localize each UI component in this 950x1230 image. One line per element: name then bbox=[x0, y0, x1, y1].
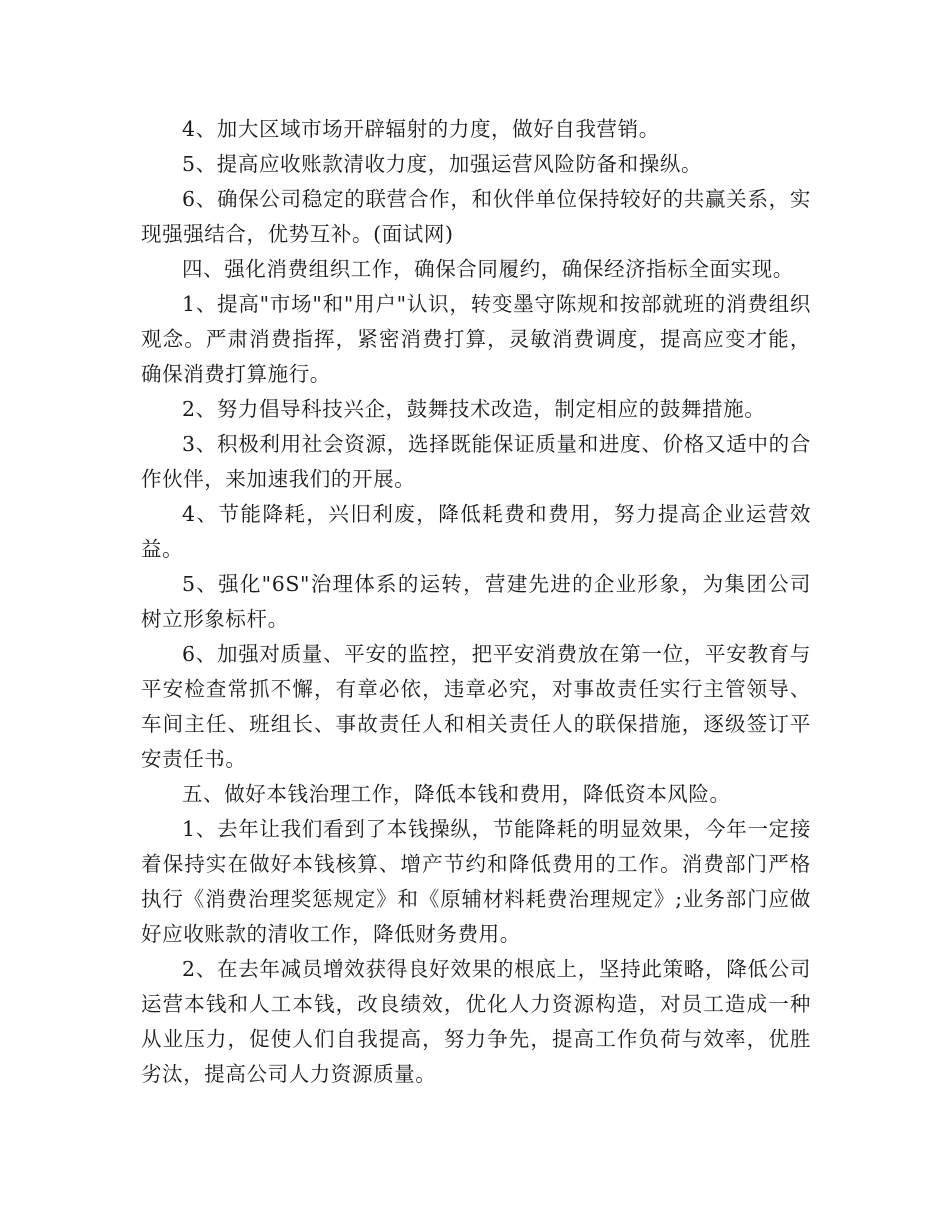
paragraph-item-6-partnership: 6、确保公司稳定的联营合作，和伙伴单位保持较好的共赢关系，实现强强结合，优势互补。(面试网) bbox=[141, 187, 811, 246]
document-body bbox=[141, 112, 811, 1092]
paragraph-item-1-cost: 1、去年让我们看到了本钱操纵，节能降耗的明显效果，今年一定接着保持实在做好本钱核算、增产节约和降低费用的工作。消费部门严格执行《消费治理奖惩规定》和《原辅材料耗费治理规定》;业务部门应做好应收账款的清收工作，降低财务费用。 bbox=[141, 817, 811, 946]
section-heading-5: 五、做好本钱治理工作，降低本钱和费用，降低资本风险。 bbox=[182, 782, 731, 806]
paragraph-item-5-receivables: 5、提高应收账款清收力度，加强运营风险防备和操纵。 bbox=[182, 152, 703, 176]
paragraph-item-5-6s: 5、强化"6S"治理体系的运转，营建先进的企业形象，为集团公司树立形象标杆。 bbox=[141, 572, 811, 631]
paragraph-item-6-safety: 6、加强对质量、平安的监控，把平安消费放在第一位，平安教育与平安检查常抓不懈，有章必依，违章必究，对事故责任实行主管领导、车间主任、班组长、事故责任人和相关责任人的联保措施，逐级签订平安责任书。 bbox=[141, 642, 811, 771]
paragraph-item-1-awareness: 1、提高"市场"和"用户"认识，转变墨守陈规和按部就班的消费组织观念。严肃消费指挥，紧密消费打算，灵敏消费调度，提高应变才能，确保消费打算施行。 bbox=[141, 292, 811, 386]
paragraph-item-4-market: 4、加大区域市场开辟辐射的力度，做好自我营销。 bbox=[182, 117, 660, 141]
paragraph-item-2-technology: 2、努力倡导科技兴企，鼓舞技术改造，制定相应的鼓舞措施。 bbox=[182, 397, 766, 421]
paragraph-item-2-staffing: 2、在去年减员增效获得良好效果的根底上，坚持此策略，降低公司运营本钱和人工本钱，改良绩效，优化人力资源构造，对员工造成一种从业压力，促使人们自我提高，努力争先，提高工作负荷与效率，优胜劣汰，提高公司人力资源质量。 bbox=[141, 957, 811, 1086]
section-heading-4: 四、强化消费组织工作，确保合同履约，确保经济指标全面实现。 bbox=[182, 257, 794, 281]
paragraph-item-3-resources: 3、积极利用社会资源，选择既能保证质量和进度、价格又适中的合作伙伴，来加速我们的开展。 bbox=[141, 432, 811, 491]
paragraph-item-4-energy: 4、节能降耗，兴旧利废，降低耗费和费用，努力提高企业运营效益。 bbox=[141, 502, 811, 561]
